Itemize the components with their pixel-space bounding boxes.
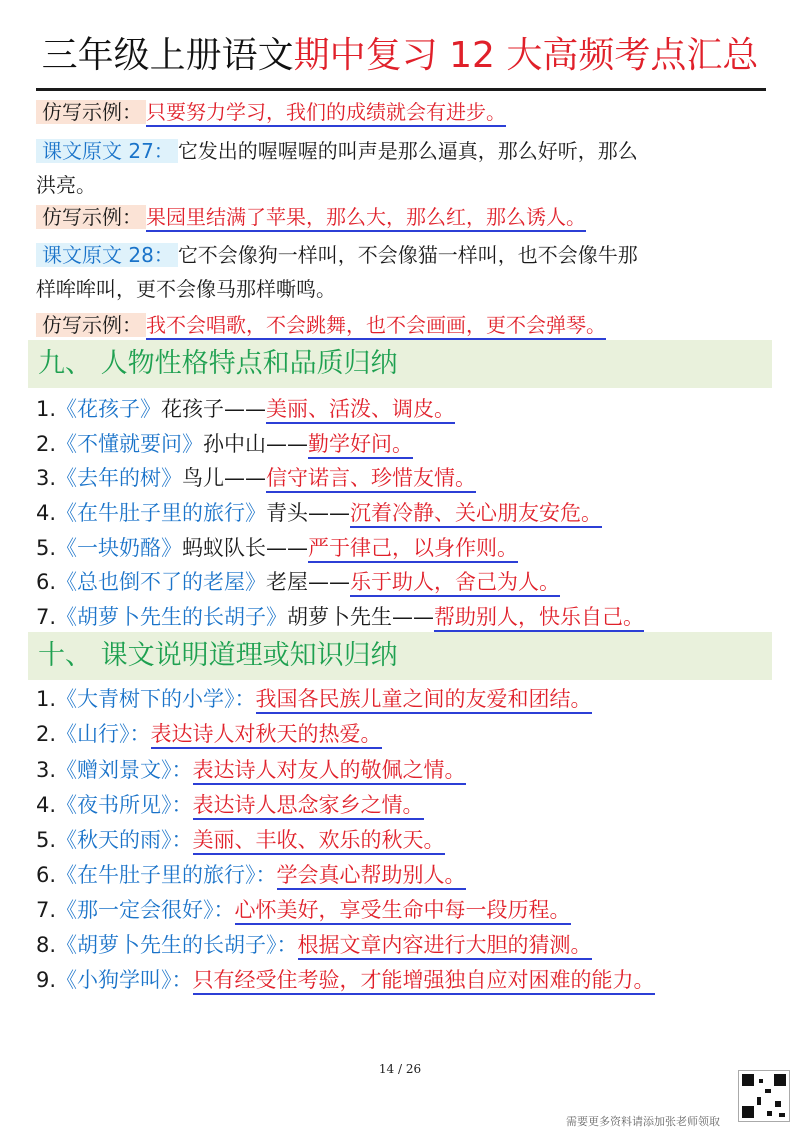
original-text-cont: 洪亮。: [36, 173, 96, 197]
item-subject: 鸟儿——: [182, 466, 267, 490]
item-number: 3.: [36, 466, 57, 490]
item-desc: 沉着冷静、关心朋友安危。: [350, 501, 602, 528]
item-book: 《去年的树》: [56, 466, 183, 490]
list-item: [36, 790, 424, 820]
item-number: 5.: [36, 828, 57, 852]
item-number: 8.: [36, 933, 57, 957]
item-desc: 表达诗人对秋天的热爱。: [151, 722, 382, 749]
item-desc: 乐于助人，舍己为人。: [350, 570, 560, 597]
example-line-1: [36, 97, 506, 127]
list-item: [36, 684, 592, 714]
original-line-27: [36, 136, 638, 166]
item-number: 2.: [36, 722, 57, 746]
item-book: 《在牛肚子里的旅行》: [56, 501, 267, 525]
list-item: [36, 860, 466, 890]
qr-code-icon: [738, 1070, 790, 1122]
example-text: 我不会唱歌，不会跳舞，也不会画画，更不会弹琴。: [146, 313, 606, 340]
example-text: 果园里结满了苹果，那么大，那么红，那么诱人。: [146, 205, 586, 232]
item-number: 4.: [36, 793, 57, 817]
item-subject: 青头——: [266, 501, 351, 525]
section-heading-9: 九、 人物性格特点和品质归纳: [28, 340, 772, 388]
item-book: 《花孩子》: [56, 397, 162, 421]
item-subject: 花孩子——: [161, 397, 267, 421]
item-number: 5.: [36, 536, 57, 560]
item-subject: 蚂蚁队长——: [182, 536, 309, 560]
footer-note: 需要更多资料请添加张老师领取: [566, 1115, 720, 1128]
item-number: 4.: [36, 501, 57, 525]
example-tag: 仿写示例：: [36, 205, 146, 229]
list-item: [36, 463, 476, 493]
page-title: [0, 32, 800, 80]
original-text-cont: 样哞哞叫，更不会像马那样嘶鸣。: [36, 277, 336, 301]
list-item: [36, 965, 655, 995]
list-item: [36, 567, 560, 597]
item-book: 《一块奶酪》: [56, 536, 183, 560]
original-tag: 课文原文 27：: [36, 139, 178, 163]
item-desc: 表达诗人对友人的敬佩之情。: [193, 758, 466, 785]
item-number: 9.: [36, 968, 57, 992]
item-desc: 心怀美好，享受生命中每一段历程。: [235, 898, 571, 925]
item-desc: 美丽、丰收、欢乐的秋天。: [193, 828, 445, 855]
item-book: 《山行》：: [56, 722, 151, 746]
list-item: [36, 930, 592, 960]
item-desc: 严于律己，以身作则。: [308, 536, 518, 563]
list-item: [36, 895, 571, 925]
item-subject: 胡萝卜先生——: [287, 605, 435, 629]
list-item: [36, 498, 602, 528]
item-number: 7.: [36, 605, 57, 629]
page-number: 14 / 26: [378, 1062, 422, 1076]
original-tag: 课文原文 28：: [36, 243, 178, 267]
item-desc: 表达诗人思念家乡之情。: [193, 793, 424, 820]
item-book: 《赠刘景文》：: [56, 758, 193, 782]
item-number: 1.: [36, 687, 57, 711]
item-number: 3.: [36, 758, 57, 782]
item-book: 《秋天的雨》：: [56, 828, 193, 852]
example-tag: 仿写示例：: [36, 100, 146, 124]
item-book: 《夜书所见》：: [56, 793, 193, 817]
title-part2: 期中复习 12 大高频考点汇总: [293, 35, 759, 76]
item-number: 6.: [36, 570, 57, 594]
item-book: 《胡萝卜先生的长胡子》：: [56, 933, 298, 957]
item-number: 6.: [36, 863, 57, 887]
item-book: 《胡萝卜先生的长胡子》: [56, 605, 288, 629]
item-desc: 美丽、活泼、调皮。: [266, 397, 455, 424]
original-line-27-cont: [36, 170, 96, 200]
item-book: 《大青树下的小学》：: [56, 687, 256, 711]
list-item: [36, 719, 382, 749]
original-text: 它不会像狗一样叫，不会像猫一样叫，也不会像牛那: [177, 243, 638, 267]
list-item: [36, 755, 466, 785]
list-item: [36, 602, 644, 632]
list-item: [36, 533, 518, 563]
original-text: 它发出的喔喔喔的叫声是那么逼真，那么好听，那么: [177, 139, 638, 163]
example-line-2: [36, 202, 586, 232]
item-number: 1.: [36, 397, 57, 421]
list-item: [36, 825, 445, 855]
item-subject: 老屋——: [266, 570, 351, 594]
example-tag: 仿写示例：: [36, 313, 146, 337]
item-desc: 勤学好问。: [308, 432, 413, 459]
item-number: 7.: [36, 898, 57, 922]
item-desc: 信守诺言、珍惜友情。: [266, 466, 476, 493]
example-line-3: [36, 310, 606, 340]
item-desc: 我国各民族儿童之间的友爱和团结。: [256, 687, 592, 714]
item-book: 《那一定会很好》：: [56, 898, 235, 922]
title-part1: 三年级上册语文: [41, 35, 294, 76]
original-line-28-cont: [36, 274, 336, 304]
item-book: 《总也倒不了的老屋》: [56, 570, 267, 594]
list-item: [36, 429, 413, 459]
item-desc: 帮助别人，快乐自己。: [434, 605, 644, 632]
item-book: 《在牛肚子里的旅行》：: [56, 863, 277, 887]
item-subject: 孙中山——: [203, 432, 309, 456]
list-item: [36, 394, 455, 424]
example-text: 只要努力学习，我们的成绩就会有进步。: [146, 100, 506, 127]
item-desc: 学会真心帮助别人。: [277, 863, 466, 890]
item-book: 《不懂就要问》: [56, 432, 204, 456]
item-number: 2.: [36, 432, 57, 456]
title-divider: [36, 88, 766, 91]
original-line-28: [36, 240, 638, 270]
item-book: 《小狗学叫》：: [56, 968, 193, 992]
item-desc: 根据文章内容进行大胆的猜测。: [298, 933, 592, 960]
section-heading-10: 十、 课文说明道理或知识归纳: [28, 632, 772, 680]
item-desc: 只有经受住考验，才能增强独自应对困难的能力。: [193, 968, 655, 995]
